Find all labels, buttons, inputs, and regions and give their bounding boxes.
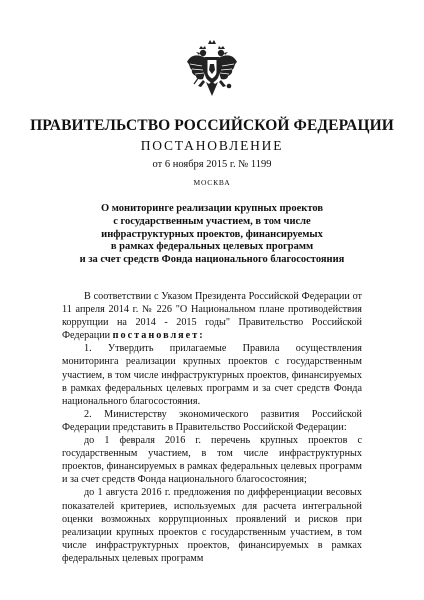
document-city: МОСКВА (193, 178, 231, 187)
preamble-text: В соответствии с Указом Президента Российской Федерации от 11 апреля 2014 г. № 226 "О Национальном плане противодействия коррупции на 2014 - 2015 годы" Правительство Российской Федерации (62, 291, 362, 342)
decree-word: постановляет: (112, 330, 205, 342)
government-title: ПРАВИТЕЛЬСТВО РОССИЙСКОЙ ФЕДЕРАЦИИ (30, 117, 394, 134)
heading-line: инфраструктурных проектов, финансируемых (101, 228, 323, 240)
heading-line: О мониторинге реализации крупных проектов (100, 203, 323, 214)
document-body (62, 290, 362, 565)
heading-line: в рамках федеральных целевых программ (110, 241, 314, 253)
document-heading (0, 203, 424, 267)
body-paragraph: до 1 февраля 2016 г. перечень крупных проектов с государственным участием, в том числе инфраструктурных проектов, финансируемых в рамках федеральных целевых программ и за счет средств Фонда национального благосостояния; (62, 435, 362, 486)
preamble-paragraph (62, 290, 362, 342)
body-paragraph: 1. Утвердить прилагаемые Правила осуществления мониторинга реализации крупных проектов с государственным участием, в том числе инфраструктурных проектов, финансируемых в рамках федеральных целевых программ и за счет средств Фонда национального благосостояния. (62, 343, 362, 407)
russian-double-headed-eagle-icon (186, 40, 238, 100)
document-type: ПОСТАНОВЛЕНИЕ (140, 138, 284, 153)
document-date-number: от 6 ноября 2015 г. № 1199 (152, 159, 272, 170)
body-paragraph: 2. Министерству экономического развития Российской Федерации представить в Правительство Российской Федерации: (62, 408, 362, 433)
body-paragraph: до 1 августа 2016 г. предложения по дифференциации весовых показателей критериев, используемых для расчета интегральной оценки возможных коррупционных проявлений и рисков при реализации крупных проектов с государственным участием, в том числе инфраструктурных проектов, финансируемых в рамках федеральных целевых программ (62, 487, 362, 564)
heading-line: и за счет средств Фонда национального благосостояния (79, 254, 345, 266)
heading-line: с государственным участием, в том числе (113, 215, 311, 227)
